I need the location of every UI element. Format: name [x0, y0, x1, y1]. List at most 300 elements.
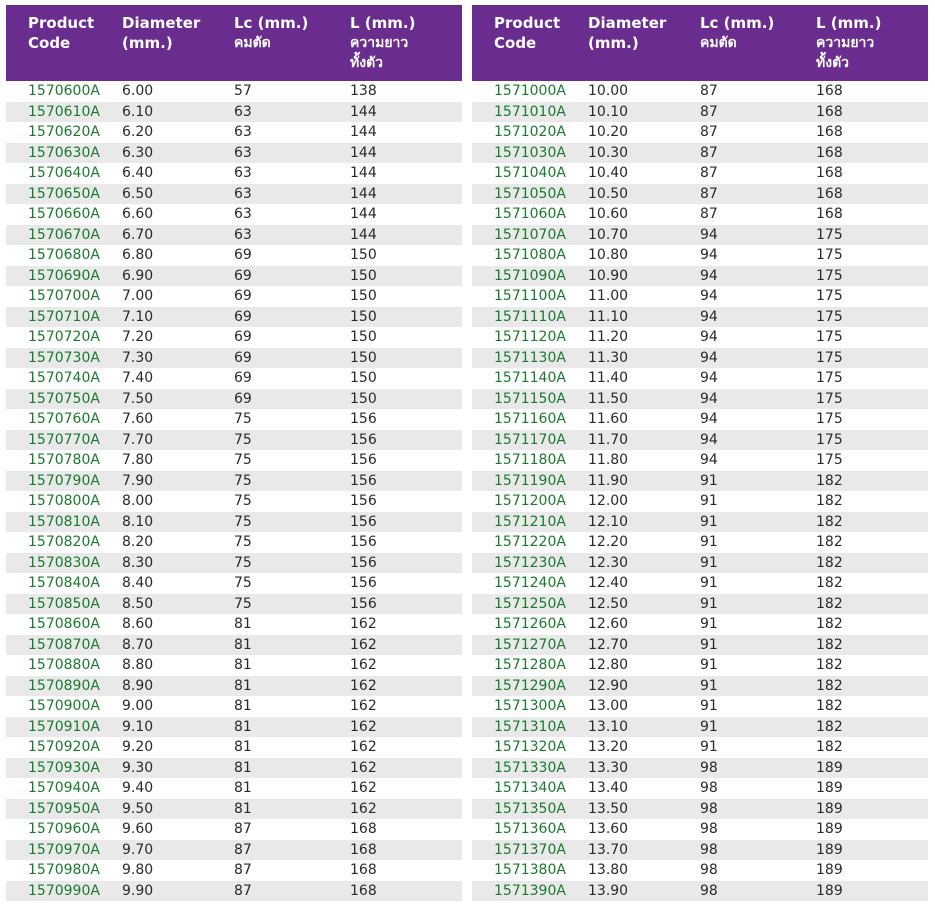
product-code-cell: 1571060A — [494, 206, 566, 223]
table-row — [472, 307, 928, 328]
l-cell: 182 — [816, 594, 928, 615]
table-row — [472, 368, 928, 389]
l-cell: 182 — [816, 493, 843, 510]
lc-cell: 75 — [234, 594, 350, 615]
lc-cell: 94 — [700, 266, 816, 287]
l-cell: 182 — [816, 717, 928, 738]
table-row — [6, 245, 462, 266]
table-row — [6, 409, 462, 430]
diameter-cell: 8.40 — [122, 575, 154, 592]
l-cell: 150 — [350, 266, 462, 287]
lc-cell: 91 — [700, 717, 816, 738]
l-cell: 189 — [816, 758, 928, 779]
table-row — [472, 327, 928, 348]
diameter-cell: 13.20 — [588, 739, 629, 756]
lc-cell: 75 — [234, 430, 350, 451]
header-line: (mm.) — [122, 34, 173, 52]
diameter-cell: 7.50 — [122, 389, 234, 410]
l-cell: 175 — [816, 266, 928, 287]
l-cell: 150 — [350, 329, 377, 346]
table-row — [6, 819, 462, 840]
l-cell: 168 — [816, 143, 928, 164]
product-code-cell: 1571240A — [494, 575, 566, 592]
lc-cell: 94 — [700, 329, 718, 346]
table-row — [6, 450, 462, 471]
l-cell: 150 — [350, 288, 377, 305]
diameter-cell: 7.40 — [122, 370, 154, 387]
product-code-cell: 1570690A — [6, 266, 122, 287]
product-code-cell: 1571210A — [472, 512, 588, 533]
lc-cell: 98 — [700, 799, 816, 820]
l-cell: 144 — [350, 143, 462, 164]
diameter-cell: 12.40 — [588, 575, 629, 592]
l-cell: 175 — [816, 288, 843, 305]
header-product-code — [6, 5, 122, 81]
l-cell: 156 — [350, 594, 462, 615]
product-code-cell: 1571090A — [472, 266, 588, 287]
product-code-cell: 1571020A — [494, 124, 566, 141]
product-code-cell: 1571040A — [494, 165, 566, 182]
lc-cell: 69 — [234, 288, 252, 305]
table-row — [472, 245, 928, 266]
l-cell: 175 — [816, 411, 843, 428]
l-cell: 182 — [816, 512, 928, 533]
table-row — [6, 348, 462, 369]
lc-cell: 91 — [700, 594, 816, 615]
l-cell: 182 — [816, 739, 843, 756]
l-cell: 144 — [350, 184, 462, 205]
diameter-cell: 7.70 — [122, 430, 234, 451]
lc-cell: 81 — [234, 717, 350, 738]
l-cell: 162 — [350, 657, 377, 674]
lc-cell: 87 — [700, 165, 718, 182]
product-code-cell: 1570910A — [6, 717, 122, 738]
l-cell: 168 — [816, 165, 843, 182]
header-line: Lc (mm.) — [700, 14, 775, 32]
header-lc — [700, 5, 816, 81]
header-line: Code — [494, 34, 537, 52]
l-cell: 156 — [350, 534, 377, 551]
lc-cell: 87 — [234, 821, 252, 838]
header-line: ความยาว — [350, 35, 409, 51]
header-line: Product — [494, 14, 561, 32]
table-row — [6, 676, 462, 697]
header-line: ความยาว — [816, 35, 875, 51]
diameter-cell: 9.70 — [122, 840, 234, 861]
table-row — [472, 102, 928, 123]
table-header — [472, 5, 928, 81]
diameter-cell: 10.10 — [588, 102, 700, 123]
product-code-cell: 1571370A — [472, 840, 588, 861]
product-code-cell: 1570890A — [6, 676, 122, 697]
table-row — [6, 368, 462, 389]
product-code-cell: 1570670A — [6, 225, 122, 246]
l-cell: 189 — [816, 799, 928, 820]
product-code-cell: 1571100A — [494, 288, 566, 305]
l-cell: 162 — [350, 635, 462, 656]
l-cell: 156 — [350, 430, 462, 451]
lc-cell: 91 — [700, 616, 718, 633]
l-cell: 189 — [816, 862, 843, 879]
product-code-cell: 1570720A — [28, 329, 100, 346]
lc-cell: 81 — [234, 799, 350, 820]
l-cell: 168 — [816, 206, 843, 223]
product-code-cell: 1571030A — [472, 143, 588, 164]
lc-cell: 75 — [234, 493, 252, 510]
lc-cell: 69 — [234, 389, 350, 410]
header-line: คมตัด — [700, 35, 737, 51]
l-cell: 175 — [816, 452, 843, 469]
table-row — [472, 553, 928, 574]
product-code-cell: 1570650A — [6, 184, 122, 205]
product-table-left — [6, 5, 462, 901]
l-cell: 189 — [816, 780, 843, 797]
l-cell: 144 — [350, 102, 462, 123]
product-code-cell: 1571180A — [494, 452, 566, 469]
lc-cell: 98 — [700, 862, 718, 879]
diameter-cell: 11.50 — [588, 389, 700, 410]
diameter-cell: 12.10 — [588, 512, 700, 533]
diameter-cell: 7.80 — [122, 452, 154, 469]
l-cell: 162 — [350, 780, 377, 797]
l-cell: 175 — [816, 348, 928, 369]
diameter-cell: 12.60 — [588, 616, 629, 633]
product-code-cell: 1571050A — [472, 184, 588, 205]
lc-cell: 91 — [700, 739, 718, 756]
product-code-cell: 1571160A — [494, 411, 566, 428]
l-cell: 182 — [816, 635, 928, 656]
product-code-cell: 1570800A — [28, 493, 100, 510]
table-row — [6, 717, 462, 738]
table-row — [472, 204, 928, 225]
header-line: L (mm.) — [350, 14, 416, 32]
diameter-cell: 9.60 — [122, 821, 154, 838]
diameter-cell: 13.00 — [588, 698, 629, 715]
l-cell: 182 — [816, 676, 928, 697]
header-line: Diameter — [588, 14, 667, 32]
diameter-cell: 12.90 — [588, 676, 700, 697]
diameter-cell: 10.60 — [588, 206, 629, 223]
product-code-cell: 1571120A — [494, 329, 566, 346]
diameter-cell: 10.40 — [588, 165, 629, 182]
lc-cell: 87 — [234, 862, 252, 879]
l-cell: 162 — [350, 698, 377, 715]
header-lc — [234, 5, 350, 81]
table-row — [472, 676, 928, 697]
lc-cell: 81 — [234, 698, 252, 715]
product-code-cell: 1570880A — [28, 657, 100, 674]
lc-cell: 75 — [234, 512, 350, 533]
lc-cell: 69 — [234, 307, 350, 328]
l-cell: 175 — [816, 430, 928, 451]
lc-cell: 94 — [700, 307, 816, 328]
header-row — [472, 5, 928, 81]
table-row — [472, 184, 928, 205]
product-code-cell: 1570640A — [28, 165, 100, 182]
table-row — [6, 696, 462, 717]
l-cell: 182 — [816, 616, 843, 633]
table-row — [472, 840, 928, 861]
diameter-cell: 13.50 — [588, 799, 700, 820]
diameter-cell: 13.30 — [588, 758, 700, 779]
l-cell: 138 — [350, 83, 377, 100]
product-code-cell: 1571190A — [472, 471, 588, 492]
table-row — [6, 163, 462, 184]
l-cell: 162 — [350, 717, 462, 738]
table-row — [6, 778, 462, 799]
product-code-cell: 1570980A — [28, 862, 100, 879]
l-cell: 162 — [350, 616, 377, 633]
header-line: Diameter — [122, 14, 201, 32]
product-code-cell: 1571000A — [494, 83, 566, 100]
header-line: Code — [28, 34, 71, 52]
lc-cell: 87 — [700, 184, 816, 205]
l-cell: 150 — [350, 307, 462, 328]
lc-cell: 91 — [700, 676, 816, 697]
diameter-cell: 6.80 — [122, 247, 154, 264]
lc-cell: 98 — [700, 840, 816, 861]
product-code-cell: 1570870A — [6, 635, 122, 656]
table-row — [6, 655, 462, 676]
l-cell: 182 — [816, 534, 843, 551]
diameter-cell: 8.50 — [122, 594, 234, 615]
diameter-cell: 8.60 — [122, 616, 154, 633]
lc-cell: 63 — [234, 165, 252, 182]
diameter-cell: 7.30 — [122, 348, 234, 369]
table-row — [6, 225, 462, 246]
diameter-cell: 7.60 — [122, 411, 154, 428]
l-cell: 182 — [816, 657, 843, 674]
diameter-cell: 7.10 — [122, 307, 234, 328]
diameter-cell: 10.20 — [588, 124, 629, 141]
table-row — [472, 532, 928, 553]
l-cell: 175 — [816, 247, 843, 264]
header-line: (mm.) — [588, 34, 639, 52]
product-code-cell: 1570970A — [6, 840, 122, 861]
table-row — [472, 430, 928, 451]
diameter-cell: 13.80 — [588, 862, 629, 879]
l-cell: 168 — [350, 881, 462, 902]
l-cell: 175 — [816, 329, 843, 346]
table-row — [472, 594, 928, 615]
diameter-cell: 9.80 — [122, 862, 154, 879]
diameter-cell: 13.90 — [588, 881, 700, 902]
diameter-cell: 7.20 — [122, 329, 154, 346]
product-code-cell: 1570740A — [28, 370, 100, 387]
table-row — [472, 471, 928, 492]
product-code-cell: 1570920A — [28, 739, 100, 756]
product-code-cell: 1570770A — [6, 430, 122, 451]
product-code-cell: 1571140A — [494, 370, 566, 387]
product-code-cell: 1570860A — [28, 616, 100, 633]
diameter-cell: 12.70 — [588, 635, 700, 656]
product-code-cell: 1571390A — [472, 881, 588, 902]
lc-cell: 94 — [700, 389, 816, 410]
l-cell: 168 — [816, 83, 843, 100]
diameter-cell: 13.40 — [588, 780, 629, 797]
table-row — [6, 286, 462, 307]
product-table-right — [472, 5, 928, 901]
lc-cell: 87 — [700, 143, 816, 164]
product-code-cell: 1570850A — [6, 594, 122, 615]
lc-cell: 91 — [700, 635, 816, 656]
header-line: L (mm.) — [816, 14, 882, 32]
table-row — [6, 737, 462, 758]
table-row — [6, 840, 462, 861]
lc-cell: 91 — [700, 553, 816, 574]
lc-cell: 87 — [700, 206, 718, 223]
product-code-cell: 1570810A — [6, 512, 122, 533]
table-row — [472, 881, 928, 902]
diameter-cell: 8.20 — [122, 534, 154, 551]
lc-cell: 94 — [700, 225, 816, 246]
table-row — [6, 266, 462, 287]
product-code-cell: 1571270A — [472, 635, 588, 656]
table-row — [472, 655, 928, 676]
product-code-cell: 1570750A — [6, 389, 122, 410]
l-cell: 150 — [350, 389, 462, 410]
diameter-cell: 8.80 — [122, 657, 154, 674]
table-row — [6, 614, 462, 635]
table-row — [472, 266, 928, 287]
table-row — [6, 204, 462, 225]
lc-cell: 87 — [234, 881, 350, 902]
diameter-cell: 9.50 — [122, 799, 234, 820]
diameter-cell: 13.60 — [588, 821, 629, 838]
lc-cell: 91 — [700, 512, 816, 533]
lc-cell: 94 — [700, 411, 718, 428]
lc-cell: 94 — [700, 452, 718, 469]
lc-cell: 63 — [234, 206, 252, 223]
table-row — [6, 799, 462, 820]
table-row — [6, 81, 462, 102]
product-code-cell: 1571320A — [494, 739, 566, 756]
lc-cell: 69 — [234, 348, 350, 369]
l-cell: 144 — [350, 124, 377, 141]
table-row — [6, 512, 462, 533]
product-code-cell: 1571310A — [472, 717, 588, 738]
l-cell: 168 — [350, 821, 377, 838]
lc-cell: 87 — [700, 124, 718, 141]
product-code-cell: 1571330A — [472, 758, 588, 779]
product-code-cell: 1570680A — [28, 247, 100, 264]
table-row — [472, 491, 928, 512]
table-row — [472, 143, 928, 164]
header-product-code — [472, 5, 588, 81]
diameter-cell: 8.10 — [122, 512, 234, 533]
l-cell: 175 — [816, 370, 843, 387]
header-line: คมตัด — [234, 35, 271, 51]
product-code-cell: 1570700A — [28, 288, 100, 305]
lc-cell: 57 — [234, 83, 252, 100]
table-row — [472, 409, 928, 430]
diameter-cell: 7.00 — [122, 288, 154, 305]
diameter-cell: 10.80 — [588, 247, 629, 264]
l-cell: 168 — [816, 124, 843, 141]
product-code-cell: 1570710A — [6, 307, 122, 328]
table-row — [6, 389, 462, 410]
l-cell: 162 — [350, 739, 377, 756]
table-row — [472, 778, 928, 799]
diameter-cell: 6.00 — [122, 83, 154, 100]
diameter-cell: 6.70 — [122, 225, 234, 246]
l-cell: 182 — [816, 553, 928, 574]
table-row — [472, 81, 928, 102]
table-row — [6, 635, 462, 656]
l-cell: 144 — [350, 225, 462, 246]
diameter-cell: 10.50 — [588, 184, 700, 205]
header-diameter — [122, 5, 234, 81]
diameter-cell: 10.00 — [588, 83, 629, 100]
table-row — [6, 553, 462, 574]
table-row — [6, 532, 462, 553]
lc-cell: 75 — [234, 534, 252, 551]
diameter-cell: 11.40 — [588, 370, 629, 387]
diameter-cell: 12.00 — [588, 493, 629, 510]
lc-cell: 81 — [234, 657, 252, 674]
header-line: Lc (mm.) — [234, 14, 309, 32]
lc-cell: 63 — [234, 143, 350, 164]
product-code-cell: 1571170A — [472, 430, 588, 451]
lc-cell: 63 — [234, 184, 350, 205]
l-cell: 189 — [816, 881, 928, 902]
product-code-cell: 1571110A — [472, 307, 588, 328]
lc-cell: 63 — [234, 102, 350, 123]
lc-cell: 69 — [234, 370, 252, 387]
table-row — [472, 512, 928, 533]
table-row — [6, 122, 462, 143]
l-cell: 162 — [350, 799, 462, 820]
product-code-cell: 1571230A — [472, 553, 588, 574]
table-row — [472, 389, 928, 410]
lc-cell: 69 — [234, 247, 252, 264]
lc-cell: 94 — [700, 430, 816, 451]
l-cell: 150 — [350, 348, 462, 369]
table-row — [6, 327, 462, 348]
l-cell: 156 — [350, 411, 377, 428]
product-table — [472, 5, 928, 901]
product-code-cell: 1571300A — [494, 698, 566, 715]
product-code-cell: 1571360A — [494, 821, 566, 838]
lc-cell: 91 — [700, 471, 816, 492]
product-code-cell: 1570610A — [6, 102, 122, 123]
product-code-cell: 1571250A — [472, 594, 588, 615]
product-code-cell: 1570660A — [28, 206, 100, 223]
product-code-cell: 1570830A — [6, 553, 122, 574]
table-row — [6, 881, 462, 902]
product-code-cell: 1571220A — [494, 534, 566, 551]
product-code-cell: 1570790A — [6, 471, 122, 492]
diameter-cell: 6.40 — [122, 165, 154, 182]
l-cell: 168 — [350, 862, 377, 879]
diameter-cell: 9.00 — [122, 698, 154, 715]
table-row — [472, 758, 928, 779]
l-cell: 162 — [350, 676, 462, 697]
header-diameter — [588, 5, 700, 81]
diameter-cell: 11.70 — [588, 430, 700, 451]
table-row — [6, 594, 462, 615]
diameter-cell: 11.00 — [588, 288, 629, 305]
product-code-cell: 1570950A — [6, 799, 122, 820]
l-cell: 175 — [816, 307, 928, 328]
l-cell: 162 — [350, 758, 462, 779]
diameter-cell: 11.30 — [588, 348, 700, 369]
table-header — [6, 5, 462, 81]
l-cell: 168 — [816, 102, 928, 123]
header-line: Product — [28, 14, 95, 32]
diameter-cell: 6.60 — [122, 206, 154, 223]
lc-cell: 87 — [234, 840, 350, 861]
